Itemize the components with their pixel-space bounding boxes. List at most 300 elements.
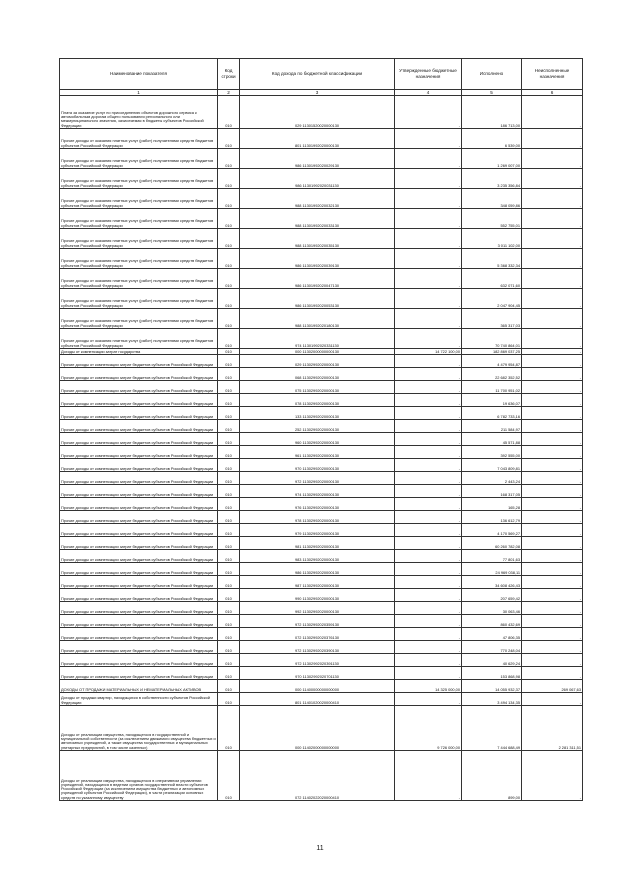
row-executed: 6 782 733,16 — [462, 407, 522, 420]
table-row — [60, 751, 583, 801]
row-name: Прочие доходы от компенсации затрат бюджетов субъектов Российской Федерации — [60, 355, 218, 368]
row-income-code: 986 11301992020047130 — [240, 269, 395, 289]
row-executed: 47 806,35 — [462, 628, 522, 641]
row-approved: - — [395, 309, 462, 329]
row-remaining: - — [522, 329, 583, 349]
row-approved: - — [395, 550, 462, 563]
row-approved: 14 325 000,00 — [395, 680, 462, 693]
row-line-code: 010 — [218, 667, 240, 680]
row-approved: - — [395, 189, 462, 209]
row-remaining: - — [522, 249, 583, 269]
row-income-code: 972 11302992020000130 — [240, 472, 395, 485]
row-income-code: 986 11301992020031130 — [240, 169, 395, 189]
row-executed: 552 755,01 — [462, 209, 522, 229]
table-row — [60, 149, 583, 169]
row-remaining: - — [522, 189, 583, 209]
row-remaining: - — [522, 368, 583, 381]
table-row — [60, 654, 583, 667]
header-name: Наименование показателя — [60, 59, 218, 90]
row-name: Прочие доходы от компенсации затрат бюджетов субъектов Российской Федерации — [60, 602, 218, 615]
row-line-code: 010 — [218, 329, 240, 349]
row-approved: - — [395, 459, 462, 472]
row-approved: - — [395, 485, 462, 498]
row-name: Прочие доходы от компенсации затрат бюджетов субъектов Российской Федерации — [60, 433, 218, 446]
row-name: Прочие доходы от оказания платных услуг (работ) получателями средств бюджетов субъектов Российской Федерации — [60, 209, 218, 229]
row-line-code: 010 — [218, 524, 240, 537]
row-income-code: 972 11302992020359130 — [240, 615, 395, 628]
row-name: Прочие доходы от оказания платных услуг (работ) получателями средств бюджетов субъектов Российской Федерации — [60, 169, 218, 189]
row-executed: 182 869 037,25 — [462, 349, 522, 355]
row-line-code: 010 — [218, 446, 240, 459]
row-name: Прочие доходы от компенсации затрат бюджетов субъектов Российской Федерации — [60, 511, 218, 524]
row-executed: 3 494 134,35 — [462, 693, 522, 706]
row-income-code: 960 11302992020000130 — [240, 433, 395, 446]
row-line-code: 010 — [218, 602, 240, 615]
column-number: 5 — [462, 90, 522, 96]
row-executed: 168 317,05 — [462, 485, 522, 498]
row-remaining: - — [522, 433, 583, 446]
row-approved: - — [395, 96, 462, 129]
header-line: Код строки — [218, 59, 240, 90]
row-line-code: 010 — [218, 169, 240, 189]
column-number: 2 — [218, 90, 240, 96]
page-number: 11 — [316, 845, 324, 852]
row-line-code: 010 — [218, 394, 240, 407]
row-line-code: 010 — [218, 576, 240, 589]
row-executed: 136 612,79 — [462, 511, 522, 524]
row-executed: 2 443,24 — [462, 472, 522, 485]
row-income-code: 133 11302992020000130 — [240, 407, 395, 420]
row-name: Прочие доходы от компенсации затрат бюджетов субъектов Российской Федерации — [60, 381, 218, 394]
row-executed: 770 248,04 — [462, 641, 522, 654]
row-income-code: 000 11402000000000000 — [240, 706, 395, 751]
row-line-code: 010 — [218, 433, 240, 446]
row-income-code: 986 11302992020000130 — [240, 563, 395, 576]
row-name: Прочие доходы от компенсации затрат бюджетов субъектов Российской Федерации — [60, 576, 218, 589]
row-name: Прочие доходы от компенсации затрат бюджетов субъектов Российской Федерации — [60, 485, 218, 498]
table-row — [60, 209, 583, 229]
row-income-code: 990 11302992020000130 — [240, 589, 395, 602]
row-executed: 22 682 352,52 — [462, 368, 522, 381]
row-remaining: - — [522, 563, 583, 576]
row-line-code: 010 — [218, 149, 240, 169]
row-income-code: 029 11302992020000130 — [240, 355, 395, 368]
row-income-code: 801 11301992020000130 — [240, 129, 395, 149]
row-executed: 165,28 — [462, 498, 522, 511]
row-line-code: 010 — [218, 693, 240, 706]
row-name: Прочие доходы от компенсации затрат бюджетов субъектов Российской Федерации — [60, 667, 218, 680]
row-line-code: 010 — [218, 628, 240, 641]
row-executed: 899,00 — [462, 751, 522, 801]
row-income-code: 988 11301992020032130 — [240, 189, 395, 209]
row-executed: 7 043 809,81 — [462, 459, 522, 472]
row-remaining: - — [522, 349, 583, 355]
row-name: Прочие доходы от оказания платных услуг (работ) получателями средств бюджетов субъектов Российской Федерации — [60, 189, 218, 209]
row-executed: 3 011 102,00 — [462, 229, 522, 249]
row-approved: - — [395, 641, 462, 654]
row-income-code: 075 11302992020000130 — [240, 381, 395, 394]
row-line-code: 010 — [218, 550, 240, 563]
row-line-code: 010 — [218, 654, 240, 667]
row-name: Прочие доходы от компенсации затрат бюджетов субъектов Российской Федерации — [60, 537, 218, 550]
row-income-code: 983 11302992020000130 — [240, 550, 395, 563]
row-name: Прочие доходы от компенсации затрат бюджетов субъектов Российской Федерации — [60, 498, 218, 511]
table-row — [60, 628, 583, 641]
table-row — [60, 472, 583, 485]
row-income-code: 970 11302992020701130 — [240, 667, 395, 680]
table-row — [60, 563, 583, 576]
row-income-code: 972 11302992020391130 — [240, 654, 395, 667]
row-executed: 30 063,46 — [462, 602, 522, 615]
row-name: Прочие доходы от компенсации затрат бюджетов субъектов Российской Федерации — [60, 563, 218, 576]
row-line-code: 010 — [218, 589, 240, 602]
row-remaining: - — [522, 420, 583, 433]
row-remaining: - — [522, 537, 583, 550]
table-row — [60, 189, 583, 209]
row-name: Прочие доходы от оказания платных услуг (работ) получателями средств бюджетов субъектов Российской Федерации — [60, 309, 218, 329]
row-remaining: - — [522, 602, 583, 615]
table-row — [60, 329, 583, 349]
row-remaining: - — [522, 394, 583, 407]
row-name: Доходы от компенсации затрат государства — [60, 349, 218, 355]
row-name: Прочие доходы от компенсации затрат бюджетов субъектов Российской Федерации — [60, 641, 218, 654]
row-remaining: - — [522, 576, 583, 589]
table-row — [60, 615, 583, 628]
row-remaining: - — [522, 149, 583, 169]
row-line-code: 010 — [218, 563, 240, 576]
row-executed: 40 629,24 — [462, 654, 522, 667]
row-approved: - — [395, 289, 462, 309]
row-income-code: 988 11301992020035130 — [240, 229, 395, 249]
row-executed: 4 170 569,27 — [462, 524, 522, 537]
row-income-code: 981 11302992020000130 — [240, 537, 395, 550]
row-approved: - — [395, 329, 462, 349]
row-line-code: 010 — [218, 129, 240, 149]
row-approved: - — [395, 589, 462, 602]
row-name: Прочие доходы от оказания платных услуг (работ) получателями средств бюджетов субъектов Российской Федерации — [60, 329, 218, 349]
row-executed: 60 260 782,08 — [462, 537, 522, 550]
row-income-code: 988 11301992020180130 — [240, 309, 395, 329]
row-approved: - — [395, 420, 462, 433]
row-approved: - — [395, 381, 462, 394]
row-line-code: 010 — [218, 269, 240, 289]
table-row — [60, 309, 583, 329]
row-name: Прочие доходы от компенсации затрат бюджетов субъектов Российской Федерации — [60, 407, 218, 420]
row-line-code: 010 — [218, 498, 240, 511]
row-income-code: 976 11302992020000130 — [240, 498, 395, 511]
row-approved: - — [395, 229, 462, 249]
table-row — [60, 355, 583, 368]
row-remaining: - — [522, 693, 583, 706]
row-remaining: - — [522, 511, 583, 524]
row-line-code: 010 — [218, 680, 240, 693]
row-remaining: - — [522, 96, 583, 129]
header-plan: Утвержденные бюджетные назначения — [395, 59, 462, 90]
row-name: Прочие доходы от компенсации затрат бюджетов субъектов Российской Федерации — [60, 394, 218, 407]
row-approved: - — [395, 355, 462, 368]
row-executed: 153 868,98 — [462, 667, 522, 680]
row-approved: - — [395, 169, 462, 189]
row-line-code: 010 — [218, 355, 240, 368]
row-line-code: 010 — [218, 309, 240, 329]
row-income-code: 992 11302992020000130 — [240, 602, 395, 615]
row-name: Прочие доходы от компенсации затрат бюджетов субъектов Российской Федерации — [60, 472, 218, 485]
table-row — [60, 289, 583, 309]
row-remaining: 2 281 311,51 — [522, 706, 583, 751]
table-row — [60, 420, 583, 433]
table-body — [60, 96, 583, 801]
row-name: Прочие доходы от компенсации затрат бюджетов субъектов Российской Федерации — [60, 654, 218, 667]
row-remaining: - — [522, 550, 583, 563]
row-approved: 14 722 100,00 — [395, 349, 462, 355]
row-line-code: 010 — [218, 706, 240, 751]
row-executed: 70 740 864,01 — [462, 329, 522, 349]
header-remain: Неисполненные назначения — [522, 59, 583, 90]
table-row — [60, 368, 583, 381]
table-row — [60, 381, 583, 394]
row-remaining: - — [522, 355, 583, 368]
row-approved: - — [395, 576, 462, 589]
table-row — [60, 129, 583, 149]
table-row — [60, 641, 583, 654]
row-remaining: - — [522, 129, 583, 149]
row-name: Плата за оказание услуг по присоединению объектов дорожного сервиса к автомобильным дорогам общего пользования регионального или межмуниципального значения, зачисляемая в бюджеты субъектов Российской Федерации — [60, 96, 218, 129]
row-line-code: 010 — [218, 420, 240, 433]
table-row — [60, 680, 583, 693]
row-remaining: - — [522, 628, 583, 641]
row-approved: - — [395, 602, 462, 615]
table-row — [60, 550, 583, 563]
row-approved: - — [395, 524, 462, 537]
table-row — [60, 394, 583, 407]
row-remaining: - — [522, 641, 583, 654]
row-name: Прочие доходы от компенсации затрат бюджетов субъектов Российской Федерации — [60, 446, 218, 459]
row-income-code: 986 11301992020029130 — [240, 149, 395, 169]
row-remaining: - — [522, 524, 583, 537]
row-name: Доходы от реализации имущества, находящегося в оперативном управлении учреждений, находящихся в ведении органов государственной власти субъектов Российской Федерации (за исключением имущества бюджетных и автономных учреждений субъектов Российской Федерации), в части реализации основных средств по указанному имуществу — [60, 751, 218, 801]
row-income-code: 000 11400000000000000 — [240, 680, 395, 693]
row-line-code: 010 — [218, 96, 240, 129]
row-approved: - — [395, 693, 462, 706]
table-row — [60, 706, 583, 751]
row-line-code: 010 — [218, 641, 240, 654]
row-approved: - — [395, 667, 462, 680]
row-line-code: 010 — [218, 472, 240, 485]
column-number: 3 — [240, 90, 395, 96]
header-row — [60, 59, 583, 90]
row-approved: - — [395, 269, 462, 289]
row-name: Прочие доходы от компенсации затрат бюджетов субъектов Российской Федерации — [60, 459, 218, 472]
row-line-code: 010 — [218, 349, 240, 355]
row-income-code: 974 11302992020000130 — [240, 485, 395, 498]
row-line-code: 010 — [218, 459, 240, 472]
row-remaining: - — [522, 589, 583, 602]
row-approved: - — [395, 628, 462, 641]
row-income-code: 072 11402022020000410 — [240, 751, 395, 801]
row-executed: 4 479 954,87 — [462, 355, 522, 368]
row-income-code: 078 11302992020000130 — [240, 394, 395, 407]
row-income-code: 961 11302992020000130 — [240, 446, 395, 459]
row-line-code: 010 — [218, 229, 240, 249]
row-approved: - — [395, 149, 462, 169]
row-name: ДОХОДЫ ОТ ПРОДАЖИ МАТЕРИАЛЬНЫХ И НЕМАТЕРИАЛЬНЫХ АКТИВОВ — [60, 680, 218, 693]
row-executed: 14 055 932,37 — [462, 680, 522, 693]
row-income-code: 988 11301992020033130 — [240, 209, 395, 229]
table-row — [60, 576, 583, 589]
row-line-code: 010 — [218, 189, 240, 209]
row-income-code: 029 11301520020000130 — [240, 96, 395, 129]
table-row — [60, 229, 583, 249]
row-executed: 860 432,69 — [462, 615, 522, 628]
row-name: Доходы от продажи квартир, находящихся в собственности субъектов Российской Федерации — [60, 693, 218, 706]
row-line-code: 010 — [218, 407, 240, 420]
row-income-code: 979 11302992020000130 — [240, 524, 395, 537]
row-name: Прочие доходы от оказания платных услуг (работ) получателями средств бюджетов субъектов Российской Федерации — [60, 129, 218, 149]
table-row — [60, 407, 583, 420]
row-line-code: 010 — [218, 381, 240, 394]
table-row — [60, 169, 583, 189]
row-name: Прочие доходы от компенсации затрат бюджетов субъектов Российской Федерации — [60, 550, 218, 563]
row-name: Прочие доходы от оказания платных услуг (работ) получателями средств бюджетов субъектов Российской Федерации — [60, 289, 218, 309]
row-approved: - — [395, 209, 462, 229]
row-approved: - — [395, 498, 462, 511]
row-income-code: 970 11302992020000130 — [240, 459, 395, 472]
row-line-code: 010 — [218, 485, 240, 498]
row-name: Прочие доходы от оказания платных услуг (работ) получателями средств бюджетов субъектов Российской Федерации — [60, 249, 218, 269]
row-income-code: 252 11302992020000130 — [240, 420, 395, 433]
row-remaining: - — [522, 407, 583, 420]
row-executed: 3 235 356,84 — [462, 169, 522, 189]
row-line-code: 010 — [218, 368, 240, 381]
row-income-code: 972 11302992020390130 — [240, 641, 395, 654]
table-row — [60, 269, 583, 289]
row-remaining: - — [522, 485, 583, 498]
row-name: Прочие доходы от компенсации затрат бюджетов субъектов Российской Федерации — [60, 524, 218, 537]
row-executed: 34 608 426,43 — [462, 576, 522, 589]
row-executed: 211 584,97 — [462, 420, 522, 433]
row-remaining: - — [522, 667, 583, 680]
row-approved: - — [395, 249, 462, 269]
row-line-code: 010 — [218, 751, 240, 801]
row-line-code: 010 — [218, 511, 240, 524]
row-executed: 19 636,07 — [462, 394, 522, 407]
row-executed: 365 317,03 — [462, 309, 522, 329]
header-code: Код дохода по бюджетной классификации — [240, 59, 395, 90]
column-number: 6 — [522, 90, 583, 96]
table-row — [60, 485, 583, 498]
row-remaining: - — [522, 269, 583, 289]
table-row — [60, 524, 583, 537]
row-line-code: 010 — [218, 209, 240, 229]
row-approved: - — [395, 537, 462, 550]
row-remaining: - — [522, 459, 583, 472]
row-income-code: 068 11302992020000130 — [240, 368, 395, 381]
row-executed: 7 444 688,49 — [462, 706, 522, 751]
table-row — [60, 511, 583, 524]
row-remaining: - — [522, 381, 583, 394]
row-executed: 392 555,00 — [462, 446, 522, 459]
row-income-code: 000 11302000000000130 — [240, 349, 395, 355]
row-approved: - — [395, 407, 462, 420]
row-remaining: 269 067,63 — [522, 680, 583, 693]
row-income-code: 978 11302992020000130 — [240, 511, 395, 524]
row-approved: 9 726 000,00 — [395, 706, 462, 751]
row-approved: - — [395, 654, 462, 667]
row-executed: 632 071,60 — [462, 269, 522, 289]
row-executed: 2 047 904,45 — [462, 289, 522, 309]
table-row — [60, 667, 583, 680]
row-line-code: 010 — [218, 537, 240, 550]
column-number: 1 — [60, 90, 218, 96]
table-row — [60, 459, 583, 472]
row-income-code: 072 11302992020376130 — [240, 628, 395, 641]
row-income-code: 987 11302992020000130 — [240, 576, 395, 589]
row-remaining: - — [522, 654, 583, 667]
row-executed: 207 659,42 — [462, 589, 522, 602]
table-row — [60, 433, 583, 446]
row-income-code: 974 11301992020331130 — [240, 329, 395, 349]
row-executed: 348 059,86 — [462, 189, 522, 209]
table-row — [60, 249, 583, 269]
row-remaining: - — [522, 615, 583, 628]
row-name: Прочие доходы от компенсации затрат бюджетов субъектов Российской Федерации — [60, 589, 218, 602]
row-remaining: - — [522, 498, 583, 511]
row-name: Прочие доходы от компенсации затрат бюджетов субъектов Российской Федерации — [60, 420, 218, 433]
row-remaining: - — [522, 289, 583, 309]
row-remaining: - — [522, 446, 583, 459]
row-remaining: - — [522, 209, 583, 229]
budget-report-table — [59, 58, 583, 801]
row-name: Прочие доходы от компенсации затрат бюджетов субъектов Российской Федерации — [60, 615, 218, 628]
row-income-code: 801 11401020020000410 — [240, 693, 395, 706]
row-approved: - — [395, 511, 462, 524]
row-approved: - — [395, 751, 462, 801]
row-approved: - — [395, 615, 462, 628]
row-executed: 77 801,63 — [462, 550, 522, 563]
header-exec: Исполнено — [462, 59, 522, 90]
row-name: Доходы от реализации имущества, находящегося в государственной и муниципальной собственности (за исключением движимого имущества бюджетных и автономных учреждений, а также имущества государственных и муниципальных унитарных предприятий, в том числе казенных) — [60, 706, 218, 751]
row-remaining: - — [522, 751, 583, 801]
row-remaining: - — [522, 229, 583, 249]
row-approved: - — [395, 433, 462, 446]
table-row — [60, 589, 583, 602]
row-income-code: 986 11301992020053130 — [240, 289, 395, 309]
row-remaining: - — [522, 169, 583, 189]
row-name: Прочие доходы от компенсации затрат бюджетов субъектов Российской Федерации — [60, 628, 218, 641]
row-executed: 24 969 038,11 — [462, 563, 522, 576]
row-name: Прочие доходы от оказания платных услуг (работ) получателями средств бюджетов субъектов Российской Федерации — [60, 229, 218, 249]
row-approved: - — [395, 368, 462, 381]
table-row — [60, 96, 583, 129]
column-number: 4 — [395, 90, 462, 96]
row-approved: - — [395, 563, 462, 576]
row-name: Прочие доходы от оказания платных услуг (работ) получателями средств бюджетов субъектов Российской Федерации — [60, 269, 218, 289]
row-executed: 186 713,00 — [462, 96, 522, 129]
table-row — [60, 602, 583, 615]
row-approved: - — [395, 394, 462, 407]
table-row — [60, 498, 583, 511]
row-executed: 11 700 951,02 — [462, 381, 522, 394]
row-approved: - — [395, 472, 462, 485]
row-executed: 6 539,00 — [462, 129, 522, 149]
row-income-code: 986 11301992020039130 — [240, 249, 395, 269]
row-line-code: 010 — [218, 615, 240, 628]
row-name: Прочие доходы от оказания платных услуг (работ) получателями средств бюджетов субъектов Российской Федерации — [60, 149, 218, 169]
row-remaining: - — [522, 309, 583, 329]
row-line-code: 010 — [218, 249, 240, 269]
row-remaining: - — [522, 472, 583, 485]
table-row — [60, 537, 583, 550]
